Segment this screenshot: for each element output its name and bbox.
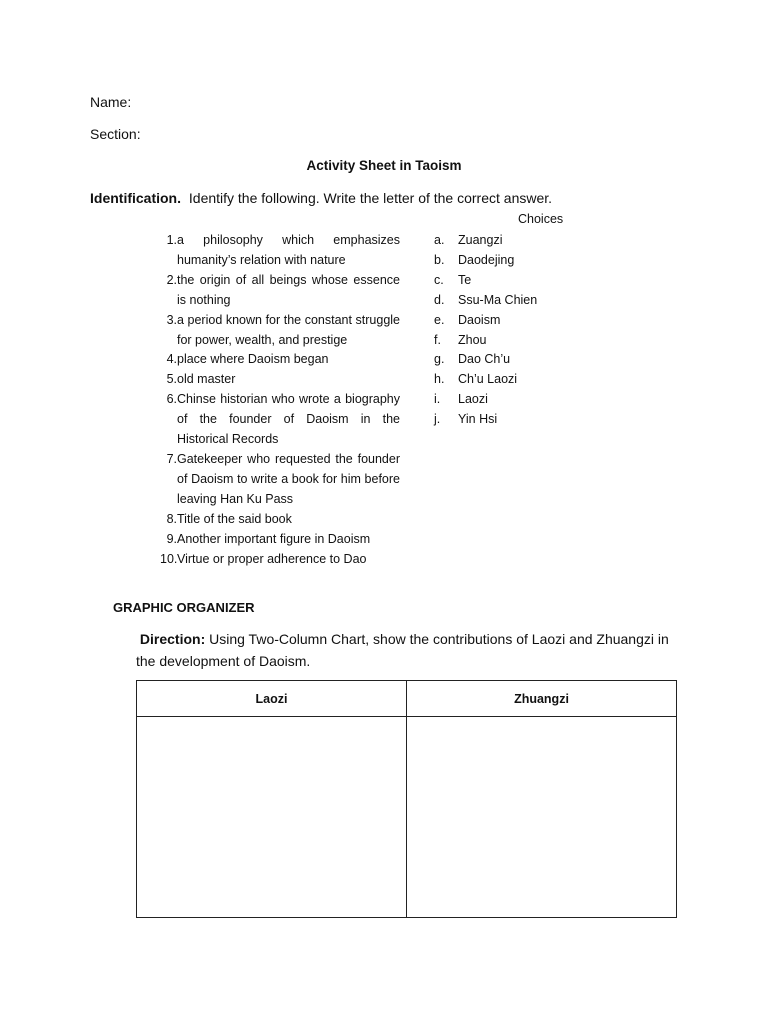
two-column-chart [136,680,677,918]
question-item [160,311,400,351]
question-text: Gatekeeper who requested the founder of Daoism to write a book for him before leaving Han Ku Pass [177,451,400,506]
question-text: Another important figure in Daoism [177,531,371,546]
question-item [160,510,400,530]
choices-list [434,231,537,430]
choice-text: Zhou [458,332,487,347]
choice-letter: g. [434,352,445,367]
choice-text: Zuangzi [458,233,503,247]
choice-text: Ch’u Laozi [458,372,518,387]
question-text: place where Daoism began [177,352,329,367]
question-text: a philosophy which emphasizes humanity’s relation with nature [177,233,400,267]
section-field-label: Section: [90,126,141,142]
question-item [160,530,400,550]
choice-letter: e. [434,312,445,327]
question-text: the origin of all beings whose essence is nothing [177,272,400,307]
question-list [160,231,400,569]
chart-header-laozi: Laozi [137,681,406,717]
question-item [160,390,400,450]
choices-heading: Choices [518,212,564,226]
question-item [160,450,400,510]
choice-letter: h. [434,372,445,387]
choice-item [434,350,537,370]
question-number: 2. [166,272,177,287]
chart-header-zhuangzi: Zhuangzi [407,681,676,717]
choice-text: Yin Hsi [458,412,498,427]
identification-text: Identify the following. Write the letter of the correct answer. [188,190,553,206]
choice-text: Ssu-Ma Chien [458,292,538,307]
question-number: 6. [166,392,177,407]
chart-cell-zhuangzi[interactable] [407,717,676,917]
chart-cell-laozi[interactable] [137,717,406,917]
question-number: 1. [166,233,177,247]
identification-label: Identification. [90,190,181,206]
choice-item [434,271,537,291]
question-number: 3. [166,312,177,327]
choice-letter: a. [434,233,445,247]
question-text: Virtue or proper adherence to Dao [177,551,367,566]
question-item [160,370,400,390]
choice-letter: f. [434,332,441,347]
choice-text: Laozi [458,392,488,407]
choice-text: Dao Ch’u [458,352,511,367]
question-text: Chinse historian who wrote a biography of the founder of Daoism in the Historical Records [177,392,400,447]
question-number: 10. [160,551,178,566]
choice-item [434,331,537,351]
question-text: a period known for the constant struggle for power, wealth, and prestige [177,312,400,347]
choice-item [434,370,537,390]
choice-letter: d. [434,292,445,307]
direction-label: Direction: [139,631,206,647]
direction-text [136,628,686,672]
chart-column-zhuangzi [407,681,676,917]
question-item [160,550,400,570]
choice-item [434,231,537,251]
identification-instruction [90,190,552,206]
choice-letter: j. [434,412,441,427]
question-number: 5. [166,372,177,387]
choice-letter: b. [434,252,445,267]
chart-column-laozi [137,681,407,917]
question-text: old master [177,372,236,387]
choice-item [434,251,537,271]
choice-text: Daodejing [458,252,515,267]
choice-text: Te [458,272,472,287]
question-number: 8. [166,511,177,526]
choice-letter: i. [434,392,441,407]
choice-text: Daoism [458,312,501,327]
choice-item [434,311,537,331]
choice-letter: c. [434,272,444,287]
question-item [160,231,400,271]
graphic-organizer-title: GRAPHIC ORGANIZER [113,600,255,615]
question-number: 4. [166,352,177,367]
question-number: 7. [166,451,177,466]
direction-body: Using Two-Column Chart, show the contributions of Laozi and Zhuangzi in the development of Daoism. [136,631,669,669]
page-title: Activity Sheet in Taoism [306,158,462,173]
question-text: Title of the said book [177,511,292,526]
question-item [160,350,400,370]
question-item [160,271,400,311]
choice-item [434,390,537,410]
question-number: 9. [166,531,177,546]
choice-item [434,291,537,311]
choice-item [434,410,537,430]
name-field-label: Name: [90,94,132,110]
